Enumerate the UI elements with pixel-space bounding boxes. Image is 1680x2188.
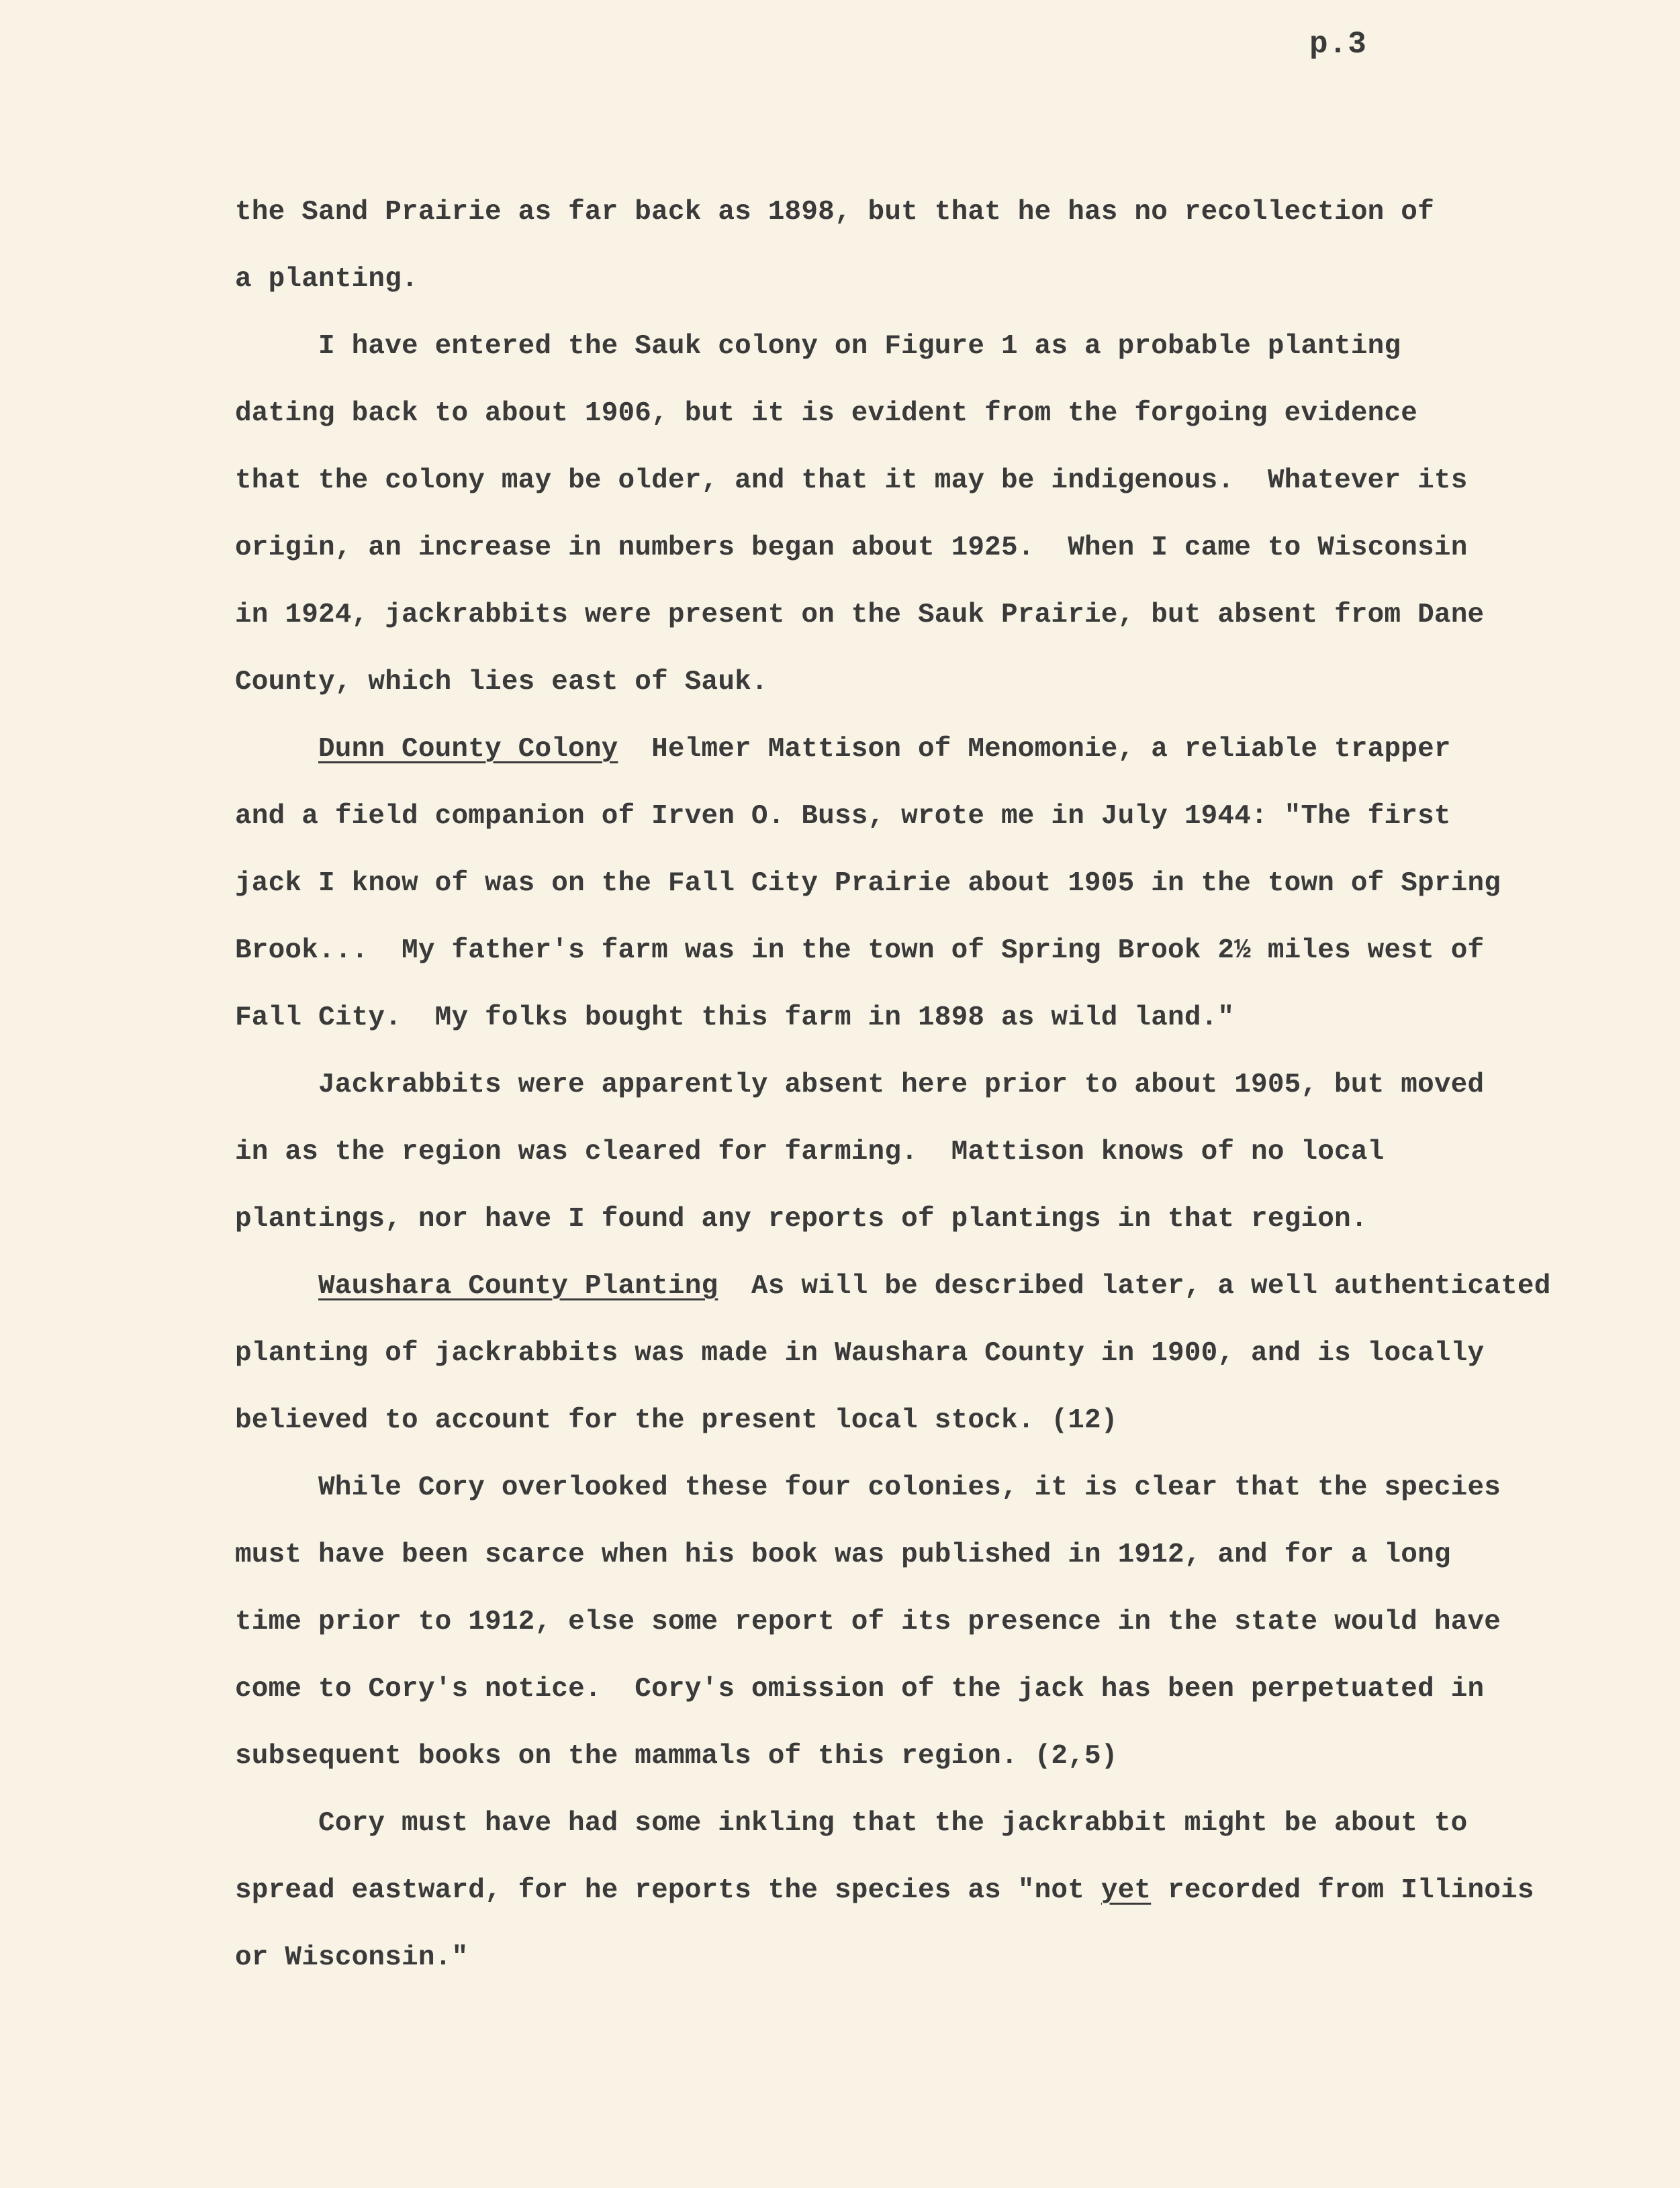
text-line: County, which lies east of Sauk. — [235, 667, 768, 698]
text-line: subsequent books on the mammals of this region. (2,5) — [235, 1741, 1118, 1772]
text-span: recorded from Illinois — [1151, 1875, 1534, 1906]
text-line — [235, 1877, 1534, 1905]
text-line: Brook... My father's farm was in the town of Spring Brook 2½ miles west of — [235, 935, 1485, 966]
section-heading-waushara: Waushara County Planting — [318, 1271, 718, 1302]
text-span: Helmer Mattison of Menomonie, a reliable trapper — [618, 734, 1451, 765]
text-line: in 1924, jackrabbits were present on the Sauk Prairie, but absent from Dane — [235, 600, 1485, 630]
text-line: come to Cory's notice. Cory's omission of the jack has been perpetuated in — [235, 1674, 1485, 1705]
text-line: Cory must have had some inkling that the jackrabbit might be about to — [318, 1808, 1468, 1839]
text-line: that the colony may be older, and that it may be indigenous. Whatever its — [235, 465, 1468, 496]
text-line: plantings, nor have I found any reports of plantings in that region. — [235, 1204, 1368, 1235]
section-heading-dunn: Dunn County Colony — [318, 734, 618, 765]
text-line: or Wisconsin." — [235, 1942, 469, 1973]
text-line: must have been scarce when his book was published in 1912, and for a long — [235, 1539, 1451, 1570]
text-line: time prior to 1912, else some report of its presence in the state would have — [235, 1607, 1501, 1637]
text-line: and a field companion of Irven O. Buss, wrote me in July 1944: "The first — [235, 801, 1451, 832]
page-number: p.3 — [1309, 27, 1367, 62]
text-line: a planting. — [235, 264, 418, 295]
text-line: Jackrabbits were apparently absent here prior to about 1905, but moved — [318, 1069, 1485, 1100]
text-line: planting of jackrabbits was made in Waushara County in 1900, and is locally — [235, 1338, 1485, 1369]
text-line: I have entered the Sauk colony on Figure 1 as a probable planting — [318, 331, 1401, 362]
text-line: believed to account for the present local stock. (12) — [235, 1405, 1118, 1436]
text-line: dating back to about 1906, but it is evident from the forgoing evidence — [235, 398, 1418, 429]
text-line — [318, 736, 1451, 763]
text-line: While Cory overlooked these four colonies, it is clear that the species — [318, 1472, 1501, 1503]
text-line: jack I know of was on the Fall City Prairie about 1905 in the town of Spring — [235, 868, 1501, 899]
text-line: the Sand Prairie as far back as 1898, but that he has no recollection of — [235, 197, 1434, 228]
text-line: Fall City. My folks bought this farm in 1898 as wild land." — [235, 1002, 1235, 1033]
text-line: origin, an increase in numbers began about 1925. When I came to Wisconsin — [235, 532, 1468, 563]
text-span: spread eastward, for he reports the species as "not — [235, 1875, 1101, 1906]
emphasized-word: yet — [1101, 1875, 1152, 1906]
text-line: in as the region was cleared for farming. Mattison knows of no local — [235, 1137, 1385, 1168]
text-line — [318, 1273, 1551, 1300]
text-span: As will be described later, a well authenticated — [718, 1271, 1551, 1302]
